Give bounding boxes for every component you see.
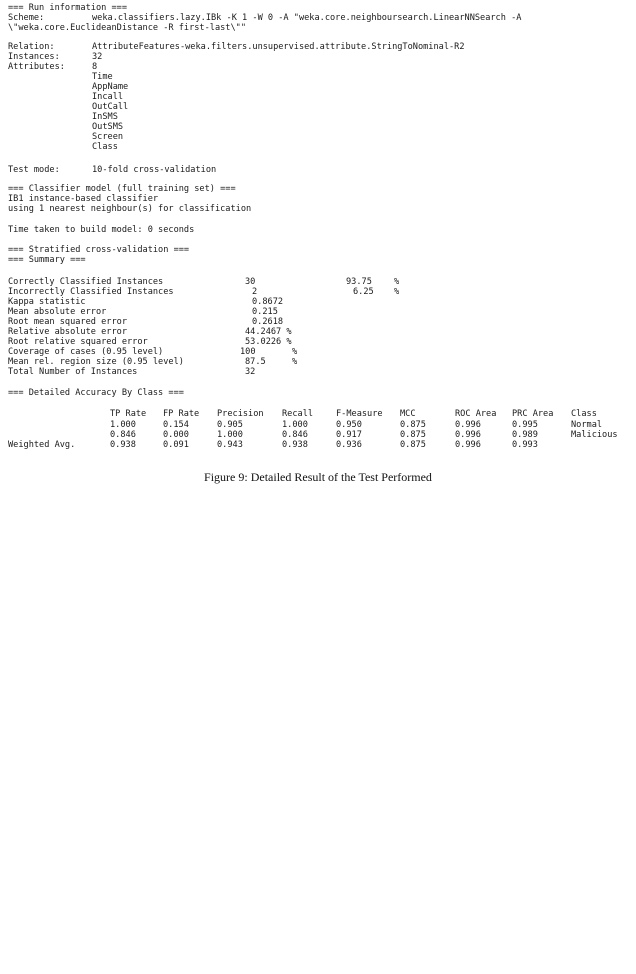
scheme-value-line2: \"weka.core.EuclideanDistance -R first-last\"" bbox=[8, 23, 246, 33]
accuracy-class: Normal bbox=[571, 420, 603, 430]
scheme-value-line1: weka.classifiers.lazy.IBk -K 1 -W 0 -A "weka.core.neighboursearch.LinearNNSearch -A bbox=[92, 13, 522, 23]
summary-percent-sign: % bbox=[394, 287, 400, 297]
accuracy-cell: 0.996 bbox=[455, 420, 481, 430]
accuracy-cell: 0.996 bbox=[455, 430, 481, 440]
column-header: F-Measure bbox=[336, 409, 383, 419]
attribute-name: Time bbox=[92, 72, 113, 82]
accuracy-cell: 0.996 bbox=[455, 440, 481, 450]
accuracy-cell: 0.846 bbox=[110, 430, 136, 440]
accuracy-cell: 0.993 bbox=[512, 440, 538, 450]
accuracy-cell: 0.989 bbox=[512, 430, 538, 440]
column-header: TP Rate bbox=[110, 409, 147, 419]
attribute-name: OutSMS bbox=[92, 122, 124, 132]
accuracy-cell: 0.875 bbox=[400, 430, 426, 440]
summary-label: Kappa statistic bbox=[8, 297, 86, 307]
column-header: MCC bbox=[400, 409, 416, 419]
summary-value: 53.0226 % bbox=[245, 337, 292, 347]
summary-percent: 93.75 bbox=[346, 277, 372, 287]
summary-value: 0.215 bbox=[252, 307, 278, 317]
attribute-name: InSMS bbox=[92, 112, 118, 122]
column-header: ROC Area bbox=[455, 409, 497, 419]
summary-value: 32 bbox=[245, 367, 256, 377]
test-mode-value: 10-fold cross-validation bbox=[92, 165, 217, 175]
attribute-name: Class bbox=[92, 142, 118, 152]
accuracy-class: Malicious bbox=[571, 430, 618, 440]
summary-value: 30 bbox=[245, 277, 256, 287]
column-header: Precision bbox=[217, 409, 264, 419]
summary-percent-sign: % bbox=[292, 347, 298, 357]
accuracy-cell: 0.091 bbox=[163, 440, 189, 450]
accuracy-row-label: Weighted Avg. bbox=[8, 440, 76, 450]
summary-value: 0.2618 bbox=[252, 317, 284, 327]
attributes-label: Attributes: bbox=[8, 62, 65, 72]
accuracy-cell: 0.950 bbox=[336, 420, 362, 430]
summary-header: === Summary === bbox=[8, 255, 86, 265]
summary-label: Root mean squared error bbox=[8, 317, 127, 327]
column-header: FP Rate bbox=[163, 409, 200, 419]
scheme-label: Scheme: bbox=[8, 13, 45, 23]
summary-percent-sign: % bbox=[394, 277, 400, 287]
test-mode-label: Test mode: bbox=[8, 165, 60, 175]
classifier-line: IB1 instance-based classifier bbox=[8, 194, 159, 204]
summary-label: Incorrectly Classified Instances bbox=[8, 287, 174, 297]
column-header: PRC Area bbox=[512, 409, 554, 419]
attributes-value: 8 bbox=[92, 62, 98, 72]
relation-value: AttributeFeatures-weka.filters.unsupervised.attribute.StringToNominal-R2 bbox=[92, 42, 465, 52]
accuracy-cell: 0.943 bbox=[217, 440, 243, 450]
accuracy-cell: 0.995 bbox=[512, 420, 538, 430]
accuracy-cell: 1.000 bbox=[282, 420, 308, 430]
summary-value: 87.5 bbox=[245, 357, 266, 367]
instances-value: 32 bbox=[92, 52, 103, 62]
summary-label: Mean rel. region size (0.95 level) bbox=[8, 357, 184, 367]
run-info-header: === Run information === bbox=[8, 3, 127, 13]
accuracy-cell: 0.917 bbox=[336, 430, 362, 440]
column-header: Class bbox=[571, 409, 597, 419]
accuracy-cell: 0.000 bbox=[163, 430, 189, 440]
attribute-name: AppName bbox=[92, 82, 129, 92]
classifier-model-header: === Classifier model (full training set) === bbox=[8, 184, 236, 194]
accuracy-cell: 1.000 bbox=[217, 430, 243, 440]
classifier-line: using 1 nearest neighbour(s) for classification bbox=[8, 204, 252, 214]
summary-label: Mean absolute error bbox=[8, 307, 107, 317]
summary-label: Relative absolute error bbox=[8, 327, 127, 337]
summary-value: 0.8672 bbox=[252, 297, 284, 307]
summary-label: Root relative squared error bbox=[8, 337, 148, 347]
detailed-accuracy-header: === Detailed Accuracy By Class === bbox=[8, 388, 184, 398]
build-time: Time taken to build model: 0 seconds bbox=[8, 225, 195, 235]
accuracy-cell: 0.905 bbox=[217, 420, 243, 430]
instances-label: Instances: bbox=[8, 52, 60, 62]
accuracy-cell: 0.938 bbox=[282, 440, 308, 450]
accuracy-cell: 0.154 bbox=[163, 420, 189, 430]
summary-percent-sign: % bbox=[292, 357, 298, 367]
summary-value: 2 bbox=[252, 287, 258, 297]
attribute-name: Incall bbox=[92, 92, 124, 102]
accuracy-cell: 0.875 bbox=[400, 420, 426, 430]
summary-value: 100 bbox=[240, 347, 256, 357]
relation-label: Relation: bbox=[8, 42, 55, 52]
summary-label: Correctly Classified Instances bbox=[8, 277, 164, 287]
summary-label: Coverage of cases (0.95 level) bbox=[8, 347, 164, 357]
attribute-name: OutCall bbox=[92, 102, 129, 112]
summary-percent: 6.25 bbox=[353, 287, 374, 297]
summary-label: Total Number of Instances bbox=[8, 367, 138, 377]
cross-validation-header: === Stratified cross-validation === bbox=[8, 245, 190, 255]
accuracy-cell: 1.000 bbox=[110, 420, 136, 430]
figure-caption: Figure 9: Detailed Result of the Test Performed bbox=[204, 470, 432, 484]
accuracy-cell: 0.875 bbox=[400, 440, 426, 450]
accuracy-cell: 0.936 bbox=[336, 440, 362, 450]
accuracy-cell: 0.938 bbox=[110, 440, 136, 450]
accuracy-cell: 0.846 bbox=[282, 430, 308, 440]
attribute-name: Screen bbox=[92, 132, 124, 142]
summary-value: 44.2467 % bbox=[245, 327, 292, 337]
summary-table bbox=[0, 277, 636, 766]
column-header: Recall bbox=[282, 409, 314, 419]
